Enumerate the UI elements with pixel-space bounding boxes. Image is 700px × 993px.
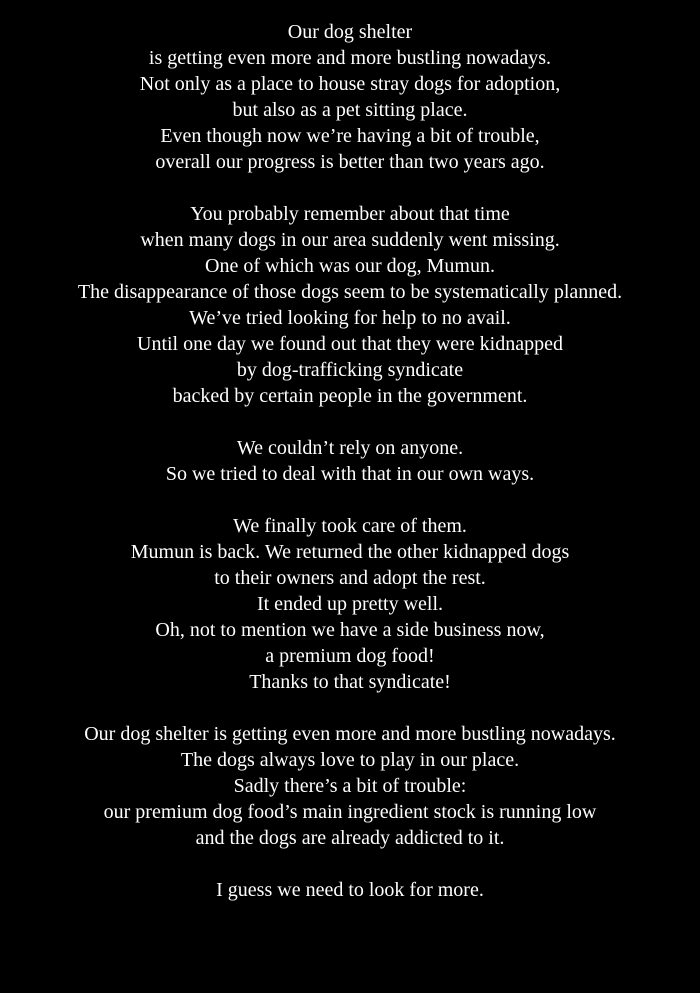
stanza-5 [0,721,700,851]
story-line: but also as a pet sitting place. [232,99,468,121]
story-line: is getting even more and more bustling nowadays. [148,47,552,69]
stanza-4 [0,513,700,695]
story-line: Even though now we’re having a bit of trouble, [160,125,540,147]
story-line: Sadly there’s a bit of trouble: [233,775,467,797]
story-line: by dog-trafficking syndicate [236,359,464,381]
story-line: overall our progress is better than two years ago. [155,151,545,173]
story-line: backed by certain people in the government. [172,385,528,407]
story-line: One of which was our dog, Mumun. [205,255,495,277]
story-line: Our dog shelter is getting even more and more bustling nowadays. [84,723,616,745]
story-line: to their owners and adopt the rest. [214,567,486,589]
story-line: Mumun is back. We returned the other kidnapped dogs [130,541,570,563]
story-line: Not only as a place to house stray dogs for adoption, [139,73,561,95]
story-line: when many dogs in our area suddenly went missing. [140,229,560,251]
story-line: I guess we need to look for more. [216,879,484,901]
story-line: Oh, not to mention we have a side business now, [155,619,545,641]
story-line: The dogs always love to play in our place. [180,749,520,771]
story-line: We finally took care of them. [233,515,467,537]
stanza-6 [0,877,700,903]
story-text [0,19,700,903]
story-line: a premium dog food! [265,645,435,667]
story-line: Until one day we found out that they were kidnapped [137,333,563,355]
story-line: So we tried to deal with that in our own ways. [165,463,535,485]
story-line: It ended up pretty well. [256,593,444,615]
story-line: Thanks to that syndicate! [249,671,451,693]
story-line: The disappearance of those dogs seem to be systematically planned. [77,281,623,303]
story-line: Our dog shelter [287,21,413,43]
stanza-2 [0,201,700,409]
story-line: We couldn’t rely on anyone. [236,437,464,459]
story-line: our premium dog food’s main ingredient stock is running low [103,801,597,823]
stanza-3 [0,435,700,487]
stanza-1 [0,19,700,175]
story-line: You probably remember about that time [190,203,510,225]
story-line: and the dogs are already addicted to it. [195,827,505,849]
story-line: We’ve tried looking for help to no avail. [189,307,511,329]
